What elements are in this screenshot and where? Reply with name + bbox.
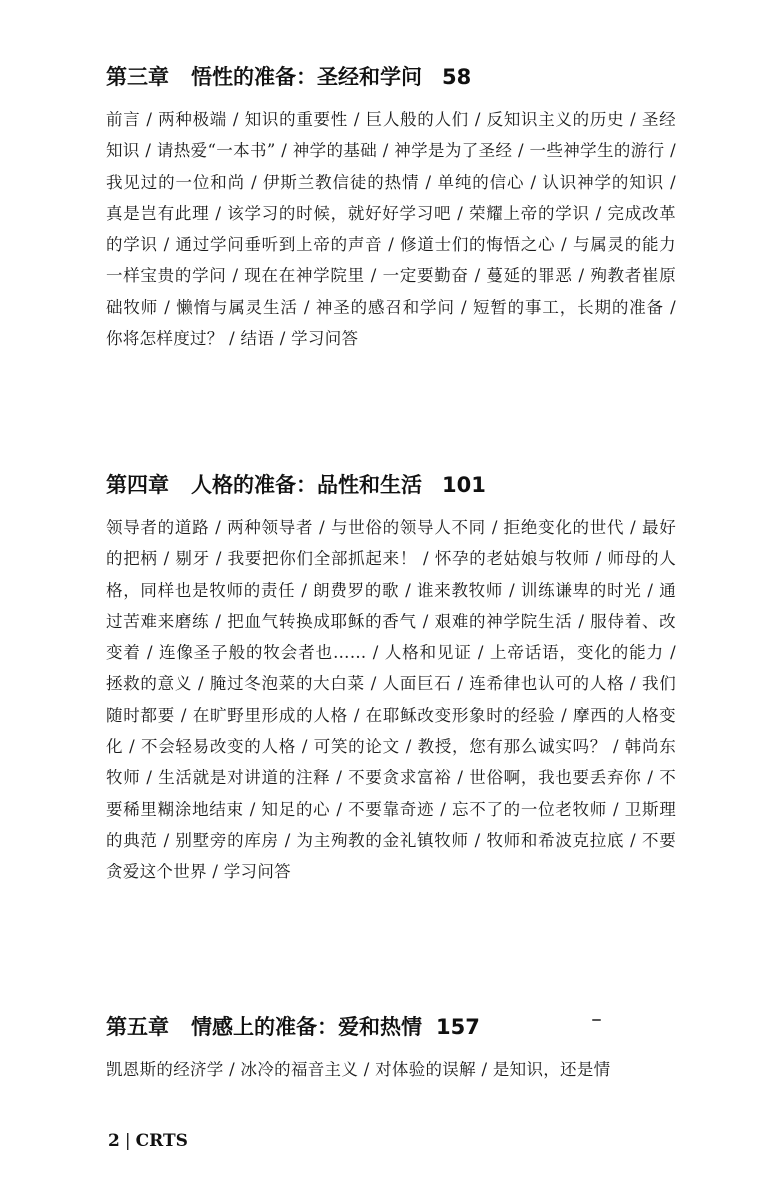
chapter-3-title: 悟性的准备：圣经和学问 [191,65,422,89]
footer-label: CRTS [135,1131,188,1151]
chapter-4-contents: 领导者的道路 / 两种领导者 / 与世俗的领导人不同 / 拒绝变化的世代 / 最好的把柄 / 剔牙 / 我要把你们全部抓起来！ / 怀孕的老姑娘与牧师 / 师母的人格，同样也是牧师的责任 / 朗费罗的歌 / 谁来教牧师 / 训练谦卑的时光 / 通过苦难来磨练 / 把血气转换成耶稣的香气 / 艰难的神学院生活 / 服侍着、改变着 / 连像圣子般的牧会者也…… / 人格和见证 / 上帝话语，变化的能力 / 拯救的意义 / 腌过冬泡菜的大白菜 / 人面巨石 / 连希律也认可的人格 / 我们随时都要 / 在旷野里形成的人格 / 在耶稣改变形象时的经验 / 摩西的人格变化 / 不会轻易改变的人格 / 可笑的论文 / 教授，您有那么诚实吗？ / 韩尚东牧师 / 生活就是对讲道的注释 / 不要贪求富裕 / 世俗啊，我也要丢弃你 / 不要稀里糊涂地结束 / 知足的心 / 不要靠奇迹 / 忘不了的一位老牧师 / 卫斯理的典范 / 别墅旁的库房 / 为主殉教的金礼镇牧师 / 牧师和希波克拉底 / 不要贪爱这个世界 / 学习问答 [106,518,676,882]
chapter-4-number: 第四章 [106,473,169,497]
chapter-4-entry [106,470,676,888]
chapter-4-heading [106,470,676,504]
chapter-5-number: 第五章 [106,1015,169,1039]
footer-page-number: 2 [108,1131,120,1151]
scan-speck [592,1019,601,1021]
chapter-5-page-number: 157 [436,1015,480,1039]
chapter-4-page-number: 101 [442,473,486,497]
chapter-3-entry [106,62,676,354]
chapter-4-title: 人格的准备：品性和生活 [191,473,422,497]
chapter-5-heading [106,1012,676,1046]
chapter-3-contents: 前言 / 两种极端 / 知识的重要性 / 巨人般的人们 / 反知识主义的历史 / 圣经知识 / 请热爱“一本书” / 神学的基础 / 神学是为了圣经 / 一些神学生的游行 / 我见过的一位和尚 / 伊斯兰教信徒的热情 / 单纯的信心 / 认识神学的知识 / 真是岂有此理 / 该学习的时候，就好好学习吧 / 荣耀上帝的学识 / 完成改革的学识 / 通过学问垂听到上帝的声音 / 修道士们的悔悟之心 / 与属灵的能力一样宝贵的学问 / 现在在神学院里 / 一定要勤奋 / 蔓延的罪恶 / 殉教者崔原础牧师 / 懒惰与属灵生活 / 神圣的感召和学问 / 短暂的事工，长期的准备 / 你将怎样度过？ / 结语 / 学习问答 [106,110,676,349]
chapter-3-heading [106,62,676,96]
chapter-3-number: 第三章 [106,65,169,89]
chapter-5-title: 情感上的准备：爱和热情 [191,1015,422,1039]
footer-separator: | [124,1131,131,1151]
chapter-5-entry [106,1012,676,1085]
chapter-5-contents: 凯恩斯的经济学 / 冰冷的福音主义 / 对体验的误解 / 是知识，还是情 [106,1060,611,1079]
page-footer [108,1130,188,1152]
chapter-3-page-number: 58 [442,65,472,89]
